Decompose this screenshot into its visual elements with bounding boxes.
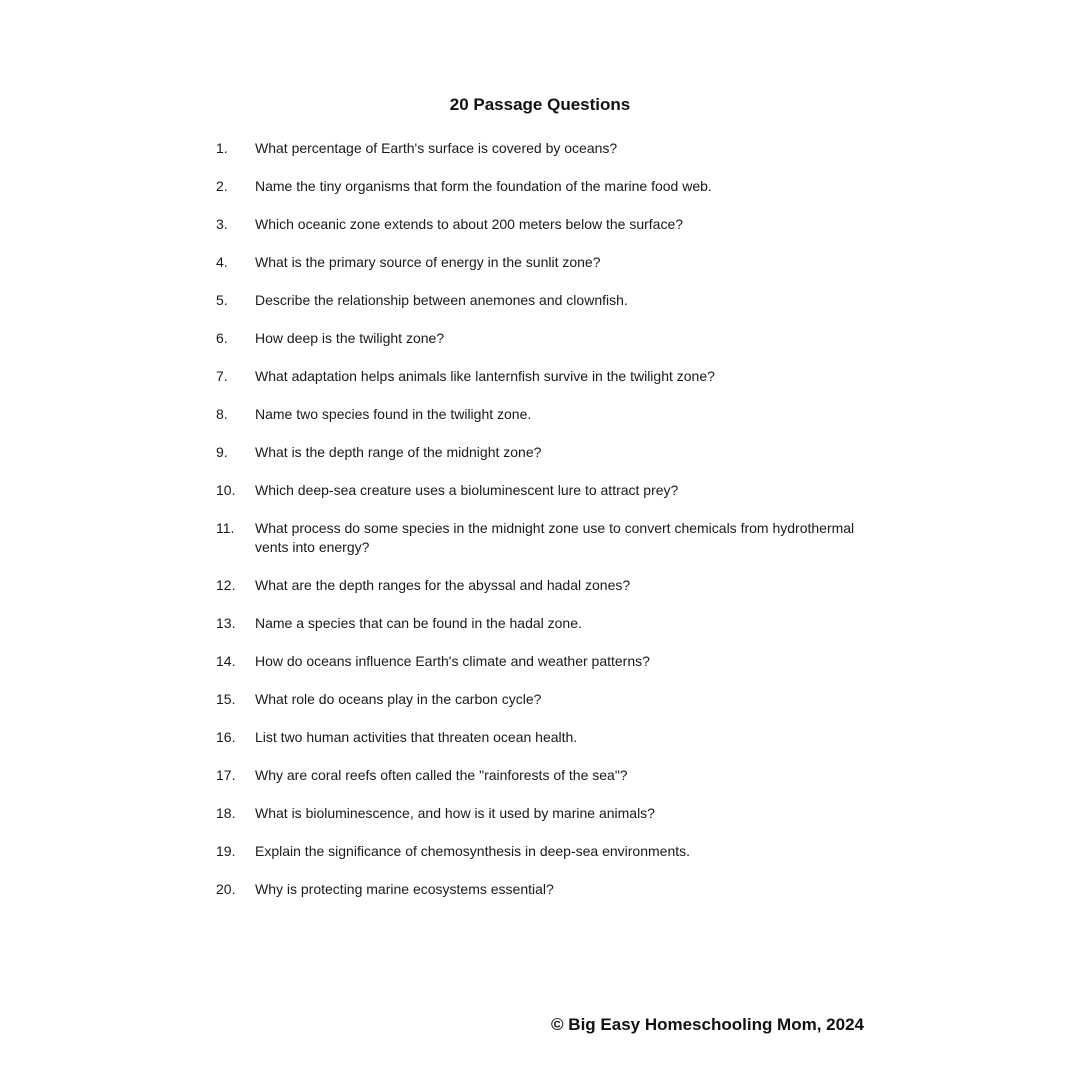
question-item [216, 215, 876, 234]
question-item [216, 766, 876, 785]
question-item [216, 443, 876, 462]
question-text: Name the tiny organisms that form the foundation of the marine food web. [255, 178, 712, 194]
question-text: Which deep-sea creature uses a bioluminescent lure to attract prey? [255, 482, 679, 498]
question-number: 17. [216, 767, 236, 783]
question-number: 16. [216, 729, 236, 745]
question-number: 3. [216, 216, 228, 232]
question-number: 14. [216, 653, 236, 669]
question-text: What is bioluminescence, and how is it used by marine animals? [255, 805, 655, 821]
question-text: List two human activities that threaten ocean health. [255, 729, 578, 745]
question-number: 18. [216, 805, 236, 821]
question-list [216, 139, 876, 918]
question-item [216, 177, 876, 196]
question-text: What role do oceans play in the carbon cycle? [255, 691, 542, 707]
question-number: 9. [216, 444, 228, 460]
question-number: 1. [216, 140, 228, 156]
question-number: 11. [216, 520, 235, 536]
question-text: Why are coral reefs often called the "rainforests of the sea"? [255, 767, 628, 783]
question-number: 2. [216, 178, 228, 194]
question-text: Name two species found in the twilight zone. [255, 406, 532, 422]
question-text: Describe the relationship between anemones and clownfish. [255, 292, 628, 308]
question-item [216, 481, 876, 500]
question-item [216, 405, 876, 424]
question-number: 8. [216, 406, 228, 422]
question-item [216, 842, 876, 861]
question-text: What adaptation helps animals like lanternfish survive in the twilight zone? [255, 368, 715, 384]
question-number: 20. [216, 881, 236, 897]
question-number: 19. [216, 843, 236, 859]
question-item [216, 576, 876, 595]
question-number: 4. [216, 254, 228, 270]
question-text: How do oceans influence Earth's climate and weather patterns? [255, 653, 650, 669]
question-text: What process do some species in the midnight zone use to convert chemicals from hydrothermal vents into energy? [255, 520, 855, 555]
page-title: 20 Passage Questions [449, 95, 631, 114]
question-number: 13. [216, 615, 236, 631]
question-item [216, 329, 876, 348]
question-text: What percentage of Earth's surface is covered by oceans? [255, 140, 618, 156]
question-item [216, 291, 876, 310]
question-item [216, 728, 876, 747]
question-item [216, 804, 876, 823]
question-text: Name a species that can be found in the hadal zone. [255, 615, 582, 631]
question-number: 12. [216, 577, 236, 593]
question-item [216, 519, 876, 557]
question-item [216, 652, 876, 671]
question-text: What is the depth range of the midnight zone? [255, 444, 542, 460]
question-text: How deep is the twilight zone? [255, 330, 445, 346]
question-text: Explain the significance of chemosynthesis in deep-sea environments. [255, 843, 691, 859]
question-item [216, 139, 876, 158]
question-item [216, 690, 876, 709]
question-number: 7. [216, 368, 228, 384]
question-number: 10. [216, 482, 236, 498]
question-text: Which oceanic zone extends to about 200 meters below the surface? [255, 216, 684, 232]
question-text: Why is protecting marine ecosystems essential? [255, 881, 554, 897]
question-item [216, 367, 876, 386]
copyright-footer: © Big Easy Homeschooling Mom, 2024 [551, 1015, 864, 1034]
question-text: What are the depth ranges for the abyssal and hadal zones? [255, 577, 631, 593]
question-item [216, 880, 876, 899]
question-number: 6. [216, 330, 228, 346]
question-number: 15. [216, 691, 236, 707]
question-number: 5. [216, 292, 228, 308]
question-item [216, 253, 876, 272]
question-text: What is the primary source of energy in the sunlit zone? [255, 254, 601, 270]
question-item [216, 614, 876, 633]
